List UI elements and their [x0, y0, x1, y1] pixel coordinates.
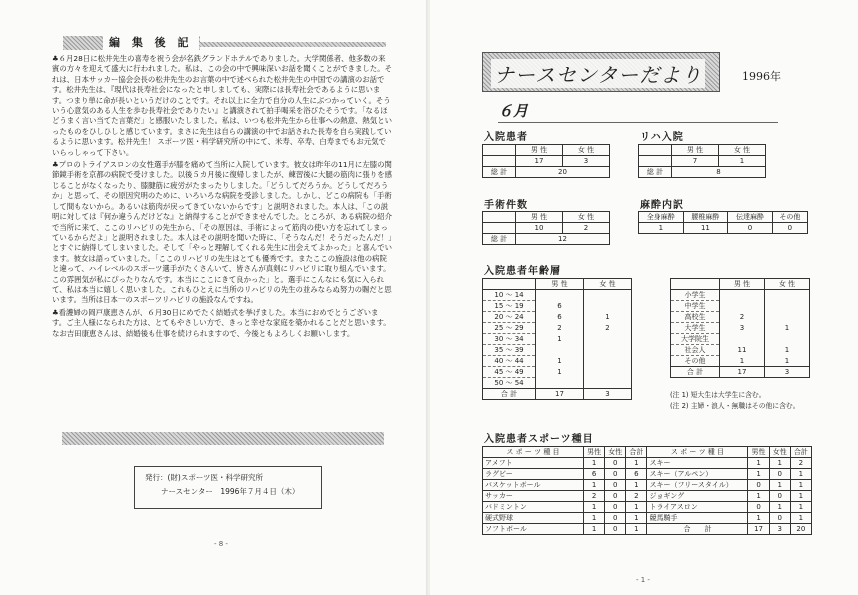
paragraph-wedding: ♣看護婦の岡戸康恵さんが、６月30日にめでたく結婚式を挙げました。本当におめでとうございます。ご主人様になられた方は、とてもやさしい方で、きっと幸せな家庭を築かれることだと思います。なお吉田康恵さんは、結婚後も仕事を続けられますので、今後ともよろしくお願いします。	[52, 307, 391, 338]
occupation-corner	[671, 279, 720, 290]
sports-header: ス ポ ー ツ 種 目	[647, 447, 748, 458]
sports-header: 男性	[584, 447, 605, 458]
note-2: (注 2) 主婦・浪人・無職はその他に含む。	[670, 402, 800, 410]
sports-cell: バスケットボール	[483, 480, 584, 491]
age-title: 入院患者年齢層	[484, 266, 561, 277]
anesthesia-other: 0	[772, 223, 807, 234]
sports-cell: スキー（アルペン）	[647, 469, 748, 480]
rehab-corner	[639, 145, 672, 156]
age-label: 35 ～ 39	[483, 345, 536, 356]
age-female	[584, 378, 632, 389]
sports-title: 入院患者スポーツ種目	[484, 434, 594, 445]
newsletter-banner	[482, 52, 720, 92]
sports-cell: 2	[584, 491, 605, 502]
sports-cell: 6	[584, 469, 605, 480]
page-number-left: - 8 -	[214, 540, 228, 548]
occupation-label: 高校生	[671, 312, 720, 323]
sports-cell: ラグビー	[483, 469, 584, 480]
age-label: 10 ～ 14	[483, 290, 536, 301]
surgery-empty	[483, 223, 516, 234]
occupation-female: 1	[765, 356, 810, 367]
surgery-title: 手術件数	[484, 200, 528, 211]
age-female	[584, 367, 632, 378]
sports-cell: 0	[769, 491, 790, 502]
surgery-table	[482, 211, 610, 245]
occupation-table	[670, 278, 810, 378]
admissions-male-header: 男 性	[516, 145, 563, 156]
imprint-date: ナースセンター 1996年７月４日（木）	[161, 487, 300, 496]
editor-notes	[52, 54, 392, 341]
age-female	[584, 356, 632, 367]
sports-cell: 1	[790, 491, 811, 502]
occupation-female: 1	[765, 323, 810, 334]
age-female	[584, 345, 632, 356]
closing-rule	[62, 432, 384, 445]
age-label: 30 ～ 34	[483, 334, 536, 345]
sports-cell: 1	[626, 458, 647, 469]
sports-cell: 1	[790, 513, 811, 524]
issue-year: 1996年	[742, 70, 781, 83]
sports-cell: バドミントン	[483, 502, 584, 513]
occupation-female	[765, 290, 810, 301]
rehab-female: 1	[719, 156, 766, 167]
age-male: 2	[536, 323, 584, 334]
admissions-total: 20	[516, 167, 610, 178]
surgery-male: 10	[516, 223, 563, 234]
age-label: 25 ～ 29	[483, 323, 536, 334]
sports-cell: 1	[790, 502, 811, 513]
sports-cell: 1	[769, 480, 790, 491]
sports-cell: 1	[790, 480, 811, 491]
occupation-total-label: 合 計	[671, 367, 720, 378]
admissions-male: 17	[516, 156, 563, 167]
sports-cell: 0	[605, 491, 626, 502]
rehab-title: リハ入院	[640, 132, 684, 143]
editor-title-rule	[200, 42, 386, 47]
sports-table	[482, 446, 812, 535]
sports-total: 20	[790, 524, 811, 535]
paragraph-matsui: ♣６月28日に松井先生の喜寿を祝う会が名鉄グランドホテルでありました。大学関係者、他多数の来賓の方々を迎えて盛大に行われました。私は、この会の中で興味深いお話を聞くことができました。それは、日本サッカー協会会長の松井先生のお言葉の中で述べられた松井先生の中国での講演のお話です。松井先生は、『現代は長寿社会になったと申しましても、実際には長寿社会であるように思います。つまり単に命が長いというだけのことです。それ以上に全力で自分の人生にぶつかっていく。そういう心意気のある人生を歩む長寿社会でありたい』と講演されて拍手喝采を浴びたそうです。「なるほどうまく言い当てた言葉だ」と感服いたしました。私は、いつも松井先生から仕事への熱意、熱気といったものをひしひしと感じています。まさに先生は自らの講演の中でお話された長寿を自ら実践しているように思います。松井先生！ スポーツ医・科学研究所の中にて、米寿、卒寿、白寿までもお元気でいらっしゃって下さい。	[52, 54, 392, 157]
age-female: 1	[584, 312, 632, 323]
sports-cell: アメフト	[483, 458, 584, 469]
age-corner	[483, 279, 536, 290]
age-total-male: 17	[536, 389, 584, 400]
occupation-male	[720, 301, 765, 312]
anesthesia-block-header: 伝達麻酔	[728, 212, 773, 223]
left-page	[0, 0, 428, 595]
age-label: 50 ～ 54	[483, 378, 536, 389]
sports-cell: 0	[748, 480, 769, 491]
occupation-female: 1	[765, 345, 810, 356]
sports-total-label: 合 計	[647, 524, 748, 535]
sports-header: 合計	[626, 447, 647, 458]
age-male	[536, 290, 584, 301]
paragraph-triathlon: ♣プロのトライアスロンの女性選手が膝を痛めて当所に入院しています。彼女は昨年の11月に左膝の関節鏡手術を京都の病院で受けました。以後５カ月後に復帰しましたが、練習後に大腿の筋肉に張りを感じることがなくなったり、膝腱筋に疲労がたまったりしました。「どうしてだろうか。どうしてだろうか」と思って、その原因究明のために、いろいろな病院を受診しました。しかし、どこの病院も「手術して間もないから。あるいは筋肉が戻ってきていないからです」と説明されました。本人は、「この説明に対しては『何か違うんだけどな』と納得することができませんでした。ところが、ある病院の紹介で当所に来て、ここのリハビリの先生から、「その原因は、手術によって筋肉の使い方を忘れてしまっているからだよ」と説明されました。本人はその説明を聞いた時に、「そうなんだ！そうだったんだ！」とすぐに納得してしまいました。そして「やっと理解してくれる先生に出会えてよかった」と喜んでいます。彼女は語っていました。「ここのリハビリの先生はとても優秀です。またここの施設は他の病院と違って、ハイレベルのスポーツ選手がたくさんいて、皆さんが真剣にリハビリに取り組んでいます。この雰囲気が私にぴったりなんです。本当にここにきて良かった」と。選手にこんなにも気に入られて、私は本当に嬉しく思いました。これもひとえに当所のリハビリの先生の並みならぬ努力の賜だと思います。当所は日本一のスポーツリハビリの施設なんですね。	[52, 160, 392, 305]
sports-cell: トライアスロン	[647, 502, 748, 513]
anesthesia-table	[638, 211, 808, 234]
surgery-male-header: 男 性	[516, 212, 563, 223]
anesthesia-general: 1	[639, 223, 684, 234]
sports-cell: 1	[626, 480, 647, 491]
age-male: 1	[536, 356, 584, 367]
sports-cell: ソフトボール	[483, 524, 584, 535]
editor-title: 編 集 後 記	[103, 36, 199, 50]
occupation-female	[765, 334, 810, 345]
occupation-label: 中学生	[671, 301, 720, 312]
age-male	[536, 345, 584, 356]
age-label: 15 ～ 19	[483, 301, 536, 312]
page-number-right: - 1 -	[636, 576, 650, 584]
anesthesia-spinal: 11	[683, 223, 728, 234]
surgery-corner	[483, 212, 516, 223]
occupation-total-male: 17	[720, 367, 765, 378]
age-female	[584, 301, 632, 312]
sports-header: ス ポ ー ツ 種 目	[483, 447, 584, 458]
admissions-female: 3	[563, 156, 610, 167]
sports-total-male: 17	[748, 524, 769, 535]
age-label: 20 ～ 24	[483, 312, 536, 323]
imprint-box	[134, 466, 322, 509]
occupation-male: 1	[720, 356, 765, 367]
age-male-header: 男 性	[536, 279, 584, 290]
sports-cell: 1	[584, 458, 605, 469]
occupation-male-header: 男 性	[720, 279, 765, 290]
sports-cell: 6	[626, 469, 647, 480]
sports-header: 合計	[790, 447, 811, 458]
surgery-total-label: 総 計	[483, 234, 516, 245]
sports-cell: 0	[605, 502, 626, 513]
sports-cell: 0	[605, 469, 626, 480]
issue-month: ６月	[498, 102, 529, 120]
newsletter-title: ナースセンターだより	[491, 59, 705, 88]
age-male: 6	[536, 301, 584, 312]
age-total-label: 合 計	[483, 389, 536, 400]
age-label: 45 ～ 49	[483, 367, 536, 378]
sports-cell: 1	[748, 513, 769, 524]
sports-header: 女性	[605, 447, 626, 458]
rehab-total: 8	[672, 167, 766, 178]
sports-cell: 2	[626, 491, 647, 502]
anesthesia-block: 0	[728, 223, 773, 234]
sports-cell: 0	[769, 513, 790, 524]
rehab-male-header: 男 性	[672, 145, 719, 156]
occupation-label: 大学院生	[671, 334, 720, 345]
rehab-female-header: 女 性	[719, 145, 766, 156]
occupation-male: 11	[720, 345, 765, 356]
occupation-female	[765, 301, 810, 312]
anesthesia-general-header: 全身麻酔	[639, 212, 684, 223]
age-female-header: 女 性	[584, 279, 632, 290]
sports-cell: 1	[748, 469, 769, 480]
rehab-total-label: 総 計	[639, 167, 672, 178]
month-underline	[498, 122, 778, 123]
sports-cell: 1	[626, 524, 647, 535]
sports-cell: サッカー	[483, 491, 584, 502]
age-female	[584, 290, 632, 301]
occupation-male	[720, 290, 765, 301]
age-female	[584, 334, 632, 345]
age-male: 1	[536, 334, 584, 345]
occupation-label: 社会人	[671, 345, 720, 356]
occupation-female	[765, 312, 810, 323]
age-male: 1	[536, 367, 584, 378]
sports-cell: 1	[584, 502, 605, 513]
sports-cell: 0	[769, 469, 790, 480]
sports-cell: 硬式野球	[483, 513, 584, 524]
sports-cell: 0	[748, 502, 769, 513]
rehab-male: 7	[672, 156, 719, 167]
anesthesia-spinal-header: 腰椎麻酔	[683, 212, 728, 223]
occupation-total-female: 3	[765, 367, 810, 378]
sports-cell: 1	[626, 513, 647, 524]
anesthesia-other-header: その他	[772, 212, 807, 223]
sports-header: 女性	[769, 447, 790, 458]
sports-cell: 1	[584, 524, 605, 535]
occupation-male: 3	[720, 323, 765, 334]
admissions-corner	[483, 145, 516, 156]
sports-cell: 1	[790, 469, 811, 480]
sports-cell: 2	[790, 458, 811, 469]
age-male: 6	[536, 312, 584, 323]
occupation-male: 2	[720, 312, 765, 323]
sports-cell: 0	[605, 513, 626, 524]
rehab-table	[638, 144, 766, 178]
admissions-female-header: 女 性	[563, 145, 610, 156]
sports-cell: スキー（フリースタイル）	[647, 480, 748, 491]
surgery-female: 2	[563, 223, 610, 234]
anesthesia-title: 麻酔内訳	[640, 200, 684, 211]
sports-cell: ジョギング	[647, 491, 748, 502]
note-1: (注 1) 短大生は大学生に含む。	[670, 391, 766, 399]
occupation-notes	[670, 390, 800, 412]
sports-cell: 0	[605, 524, 626, 535]
age-female: 2	[584, 323, 632, 334]
admissions-table	[482, 144, 610, 178]
sports-cell: 1	[584, 513, 605, 524]
age-male	[536, 378, 584, 389]
right-page	[430, 0, 858, 595]
sports-cell: 1	[769, 502, 790, 513]
admissions-empty	[483, 156, 516, 167]
age-total-female: 3	[584, 389, 632, 400]
occupation-label: 小学生	[671, 290, 720, 301]
age-table	[482, 278, 632, 400]
sports-cell: 0	[605, 458, 626, 469]
surgery-female-header: 女 性	[563, 212, 610, 223]
occupation-label: その他	[671, 356, 720, 367]
sports-cell: 1	[748, 458, 769, 469]
sports-cell: 1	[626, 502, 647, 513]
admissions-total-label: 総 計	[483, 167, 516, 178]
sports-header: 男性	[748, 447, 769, 458]
editor-title-bar	[63, 36, 200, 50]
occupation-label: 大学生	[671, 323, 720, 334]
age-label: 40 ～ 44	[483, 356, 536, 367]
sports-cell: 1	[584, 480, 605, 491]
admissions-title: 入院患者	[484, 132, 528, 143]
sports-total-female: 3	[769, 524, 790, 535]
imprint-publisher: 発行：(財)スポーツ医・科学研究所	[145, 473, 264, 482]
sports-cell: 競馬騎手	[647, 513, 748, 524]
sports-cell: スキー	[647, 458, 748, 469]
rehab-empty	[639, 156, 672, 167]
sports-cell: 0	[605, 480, 626, 491]
sports-cell: 1	[748, 491, 769, 502]
occupation-female-header: 女 性	[765, 279, 810, 290]
sports-cell: 1	[769, 458, 790, 469]
occupation-male	[720, 334, 765, 345]
surgery-total: 12	[516, 234, 610, 245]
